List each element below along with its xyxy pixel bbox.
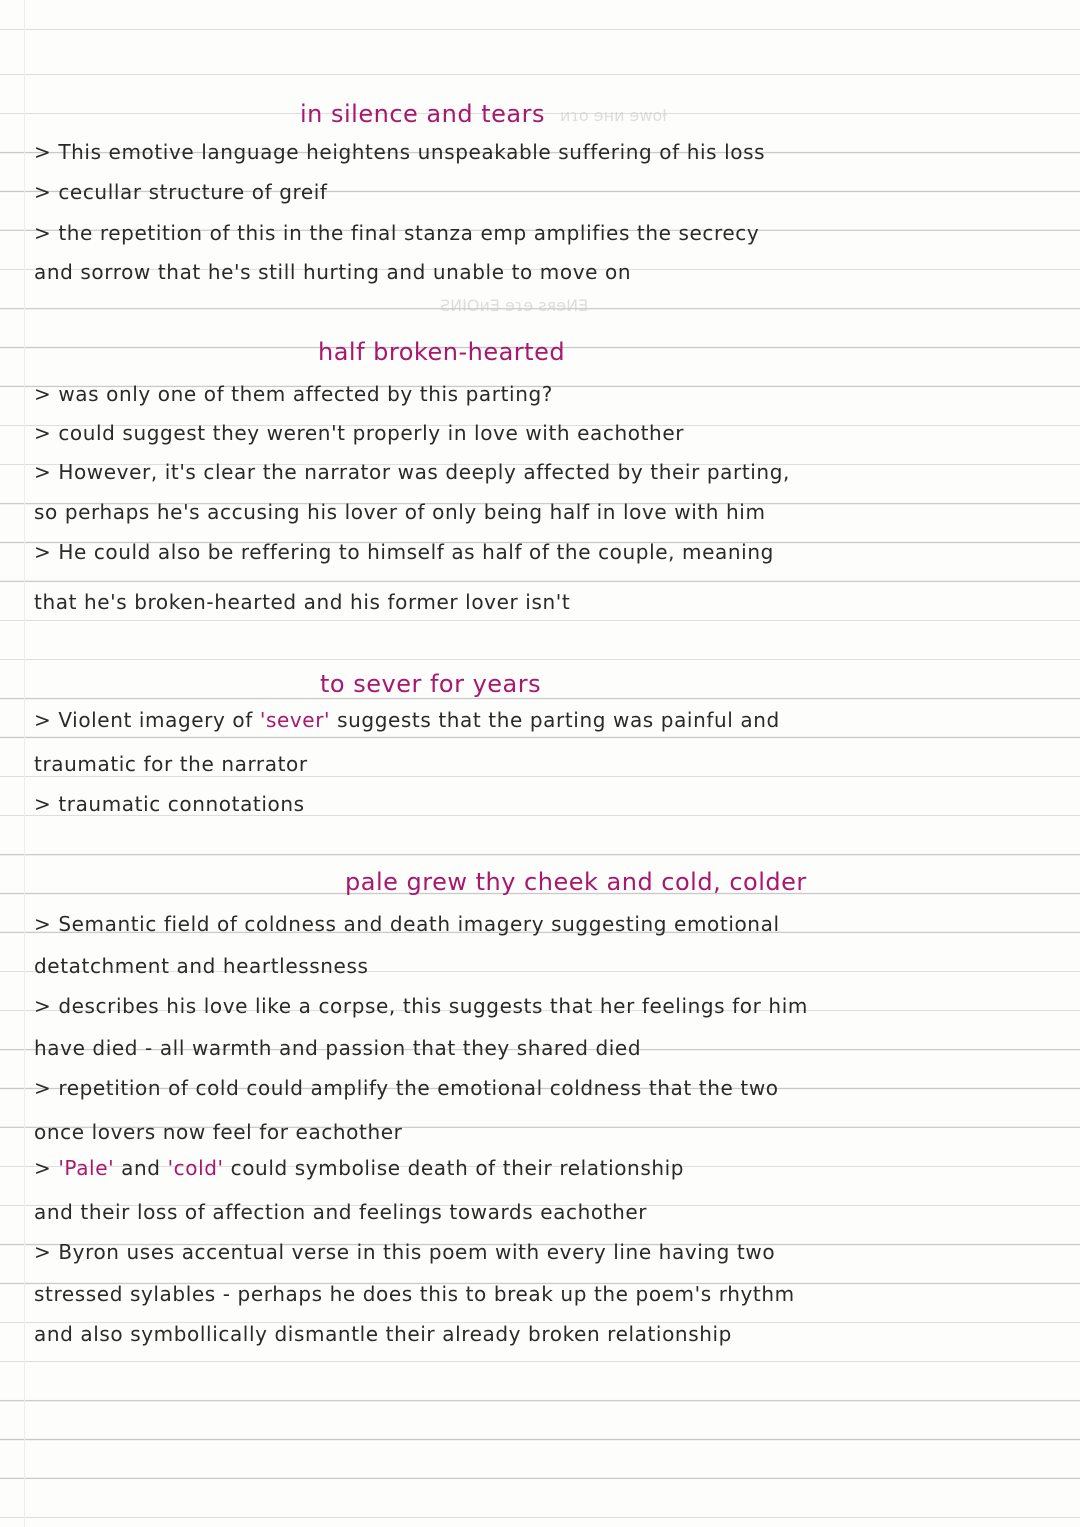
note-line: once lovers now feel for eachother bbox=[34, 1120, 403, 1144]
note-line: > could suggest they weren't properly in love with eachother bbox=[34, 421, 685, 445]
note-line: > This emotive language heightens unspeakable suffering of his loss bbox=[34, 140, 766, 164]
note-line: > repetition of cold could amplify the emotional coldness that the two bbox=[34, 1076, 779, 1100]
quoted-word: 'cold' bbox=[167, 1156, 224, 1180]
note-line: traumatic for the narrator bbox=[34, 752, 308, 776]
note-line: > cecullar structure of greif bbox=[34, 180, 328, 204]
page-margin-line bbox=[24, 0, 25, 1527]
note-line: > 'Pale' and 'cold' could symbolise death of their relationship bbox=[34, 1156, 685, 1180]
quoted-word: 'sever' bbox=[259, 708, 331, 732]
note-line: and also symbollically dismantle their already broken relationship bbox=[34, 1322, 732, 1346]
note-line: > Byron uses accentual verse in this poem with every line having two bbox=[34, 1240, 776, 1264]
section-heading: in silence and tears bbox=[300, 100, 545, 128]
note-line: > He could also be reffering to himself as half of the couple, meaning bbox=[34, 540, 774, 564]
note-line: > was only one of them affected by this parting? bbox=[34, 382, 553, 406]
note-line: > Violent imagery of 'sever' suggests that the parting was painful and bbox=[34, 708, 780, 732]
show-through-mark: ƧИIOᴎƎ ɘɿɘ ƨᴙɘИƎ bbox=[440, 296, 589, 315]
section-heading: pale grew thy cheek and cold, colder bbox=[345, 868, 807, 896]
note-line: > Semantic field of coldness and death imagery suggesting emotional bbox=[34, 912, 780, 936]
note-line: and sorrow that he's still hurting and unable to move on bbox=[34, 260, 632, 284]
quoted-word: 'Pale' bbox=[58, 1156, 115, 1180]
section-heading: to sever for years bbox=[320, 670, 542, 698]
note-line: detatchment and heartlessness bbox=[34, 954, 369, 978]
note-line: > the repetition of this in the final stanza emp amplifies the secrecy bbox=[34, 221, 760, 245]
note-line: stressed sylables - perhaps he does this to break up the poem's rhythm bbox=[34, 1282, 795, 1306]
note-line: and their loss of affection and feelings towards eachother bbox=[34, 1200, 648, 1224]
note-line: > However, it's clear the narrator was deeply affected by their parting, bbox=[34, 460, 790, 484]
note-line: so perhaps he's accusing his lover of only being half in love with him bbox=[34, 500, 766, 524]
note-line: > traumatic connotations bbox=[34, 792, 305, 816]
section-heading: half broken-hearted bbox=[318, 338, 566, 366]
note-line: > describes his love like a corpse, this suggests that her feelings for him bbox=[34, 994, 808, 1018]
show-through-mark: ᴎɿo ɘʜᴎ ɘwoƚ bbox=[560, 106, 667, 125]
note-line: that he's broken-hearted and his former lover isn't bbox=[34, 590, 571, 614]
note-line: have died - all warmth and passion that they shared died bbox=[34, 1036, 642, 1060]
